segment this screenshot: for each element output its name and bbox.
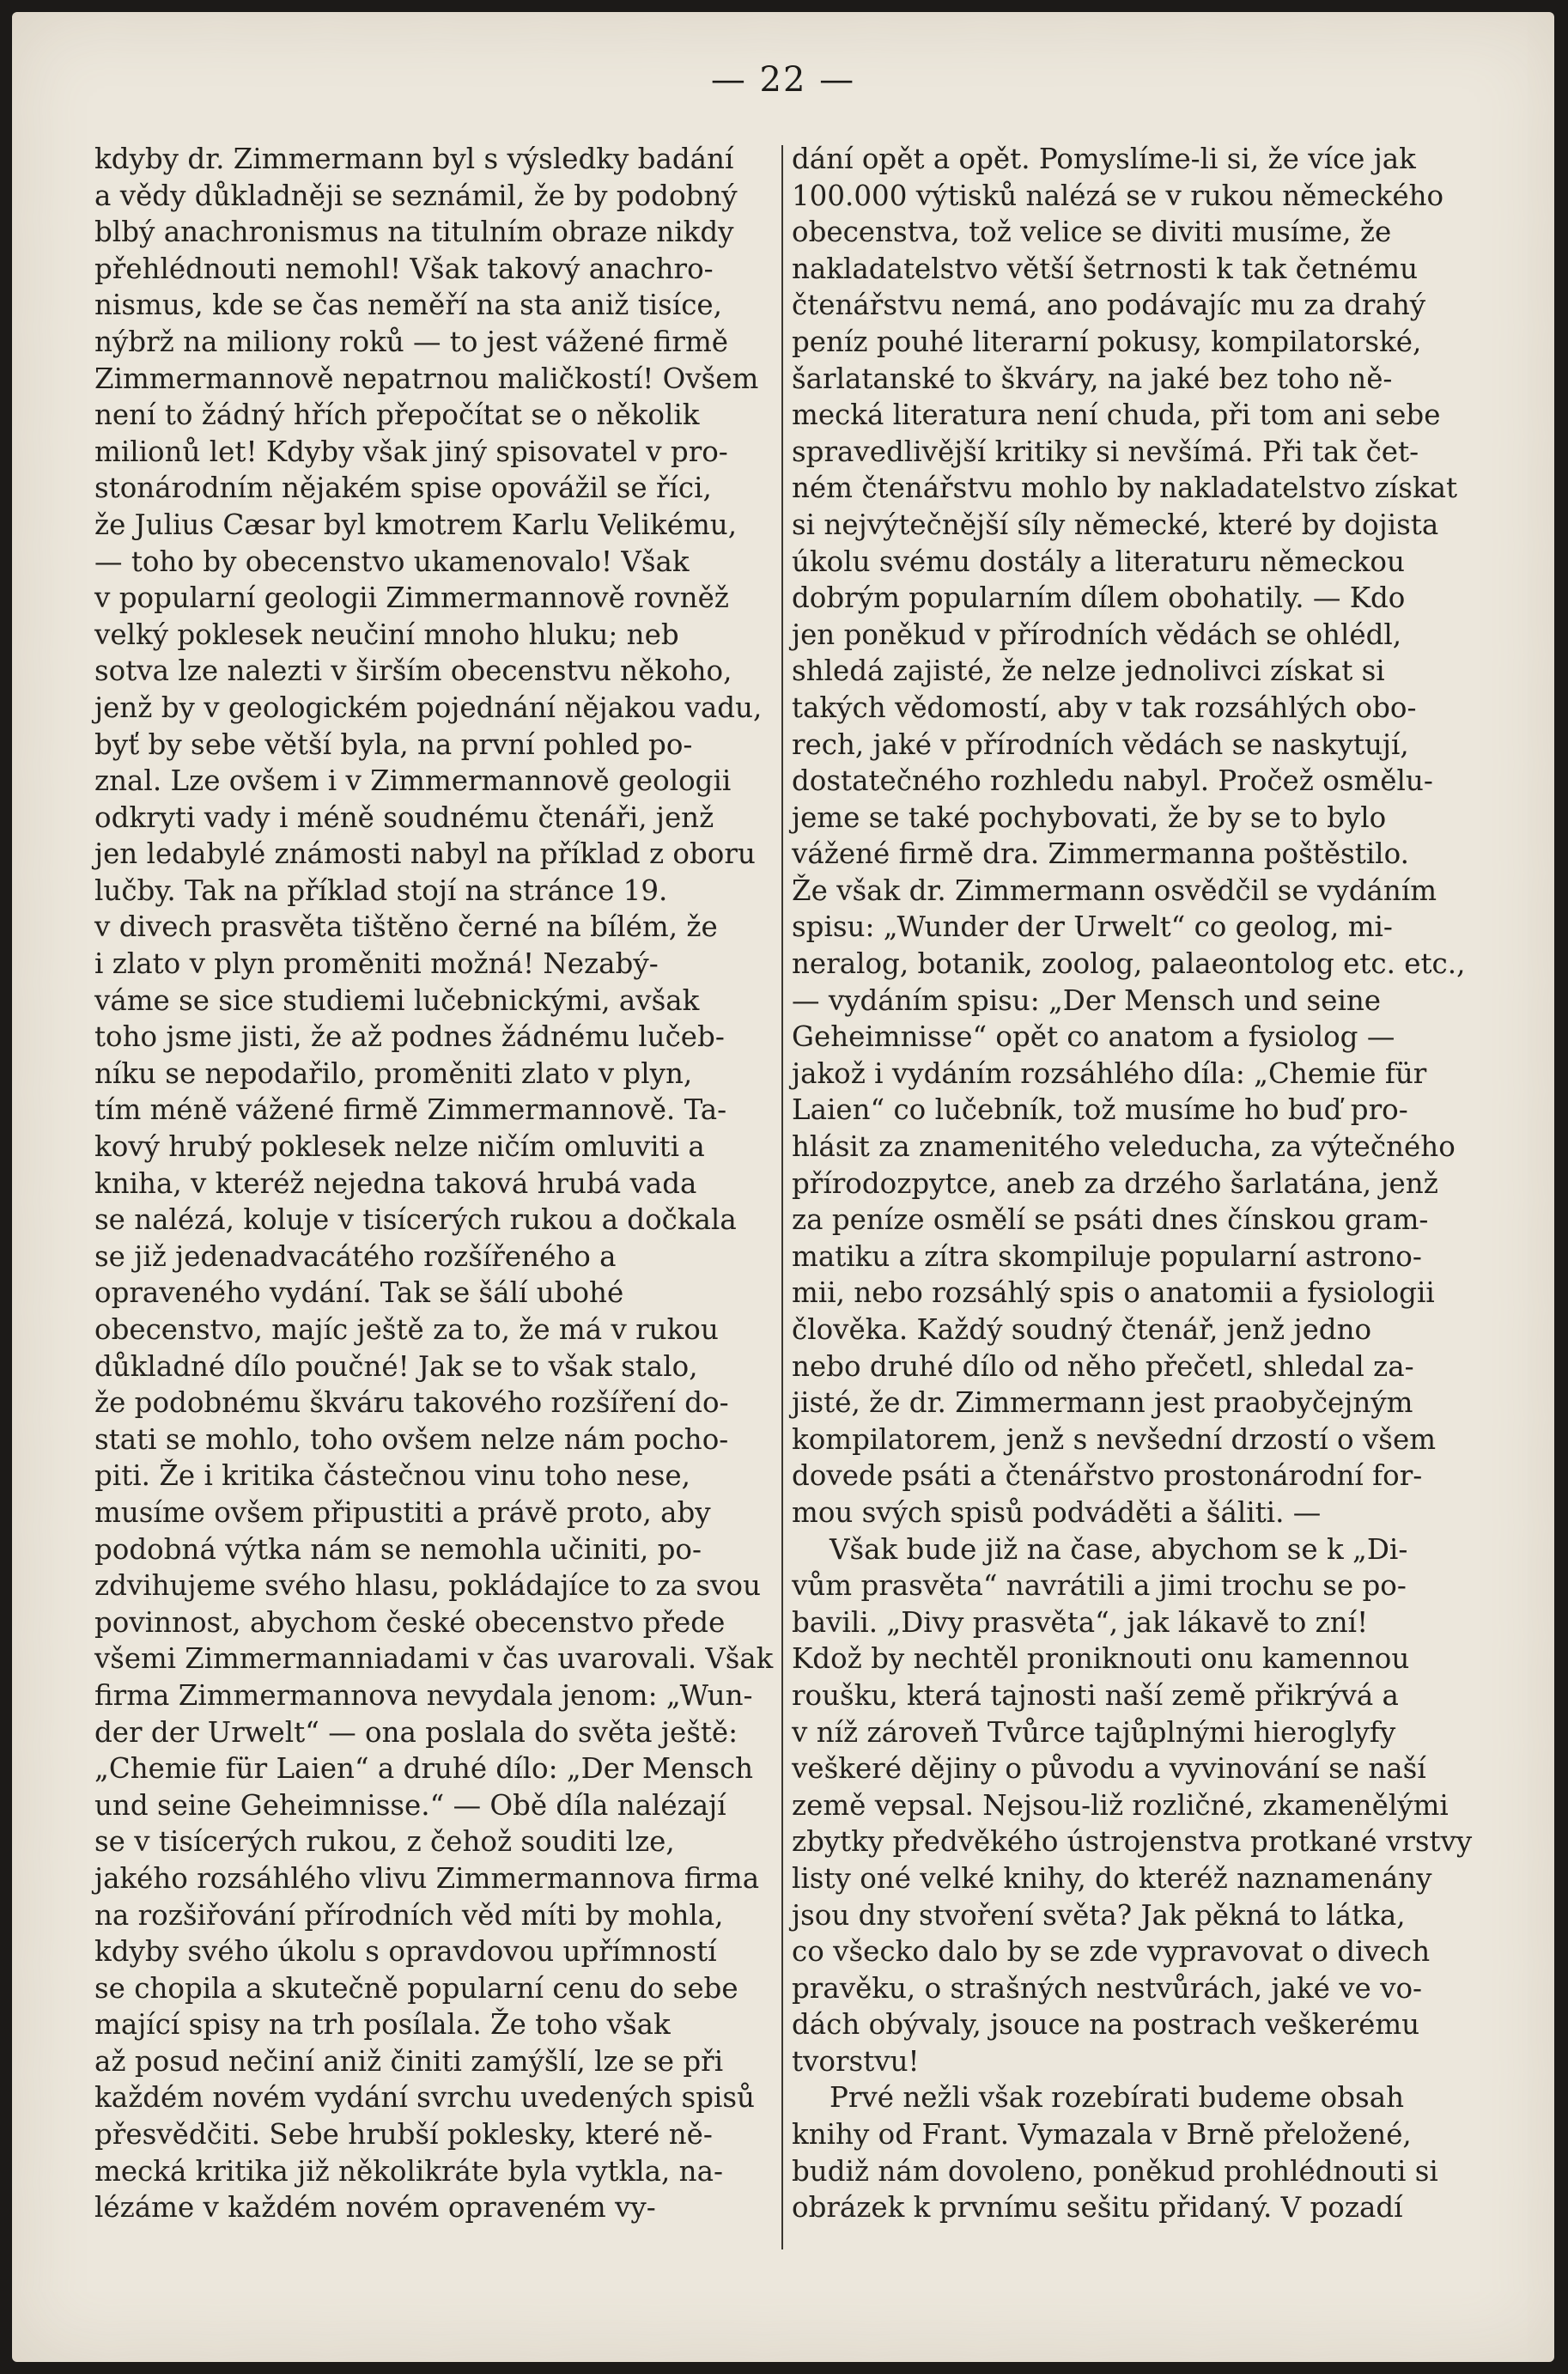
right-column-text-line: jen poněkud v přírodních vědách se ohlédl,	[792, 618, 1402, 651]
left-column-text-line: přesvědčiti. Sebe hrubší poklesky, které ně-	[94, 2118, 713, 2152]
right-column-text-line: matiku a zítra skompiluje popularní astrono-	[792, 1239, 1422, 1273]
left-column-text-line: každém novém vydání svrchu uvedených spisů	[94, 2081, 755, 2115]
left-column-text-line: přehlédnouti nemohl! Však takový anachro-	[94, 252, 714, 285]
left-column-text-line: kdyby svého úkolu s opravdovou upřímností	[94, 1935, 717, 1969]
left-column-text-line: se v tisícerých rukou, z čehož souditi lze,	[94, 1825, 675, 1859]
right-column-text-line: pravěku, o strašných nestvůrách, jaké ve vo-	[792, 1971, 1423, 2005]
right-column-text-line: listy oné velké knihy, do kteréž naznamenány	[792, 1861, 1432, 1895]
left-column-text-line: níku se nepodařilo, proměniti zlato v plyn,	[94, 1056, 693, 1090]
left-column-text-line: der der Urwelt“ — ona poslala do světa ještě:	[94, 1715, 738, 1749]
left-column-text-line: tím méně vážené firmě Zimmermannově. Ta-	[94, 1093, 727, 1127]
right-column-text-line: nebo druhé dílo od něho přečetl, shledal za-	[792, 1349, 1414, 1383]
left-column-text-line: povinnost, abychom české obecenstvo přede	[94, 1605, 726, 1639]
right-column-text-line: dání opět a opět. Pomyslíme-li si, že více jak	[792, 143, 1416, 175]
right-column-text-line: Geheimnisse“ opět co anatom a fysiolog —	[792, 1020, 1395, 1054]
left-column-text-line: velký poklesek neučiní mnoho hluku; neb	[94, 618, 679, 651]
left-column-text-line: na rozšiřování přírodních věd míti by mohla,	[94, 1898, 724, 1932]
right-column-text-line: veškeré dějiny o původu a vyvinování se naší	[792, 1752, 1426, 1786]
right-column-text-line: mecká literatura není chuda, při tom ani sebe	[792, 399, 1441, 432]
right-column-text-line: zbytky předvěkého ústrojenstva protkané vrstvy	[792, 1825, 1473, 1859]
left-column-text-line: sotva lze nalezti v širším obecenstvu někoho,	[94, 654, 732, 688]
right-column-text-line: jeme se také pochybovati, že by se to bylo	[792, 800, 1387, 834]
left-column-text-line: všemi Zimmermanniadami v čas uvarovali. Však	[94, 1642, 774, 1676]
right-column-text-line: dobrým popularním dílem obohatily. — Kdo	[792, 581, 1406, 615]
right-column-text-line: dostatečného rozhledu nabyl. Pročež osmělu-	[792, 764, 1433, 798]
left-column-text-line: stonárodním nějakém spise opovážil se říci,	[94, 472, 712, 505]
left-column-text-line: odkryti vady i méně soudnému čtenáři, jenž	[94, 800, 714, 834]
left-column-text-line: firma Zimmermannova nevydala jenom: „Wun-	[94, 1678, 753, 1712]
right-column-text-line: vážené firmě dra. Zimmermanna poštěstilo.	[792, 837, 1409, 871]
left-column-text-line: byť by sebe větší byla, na první pohled po-	[94, 727, 693, 761]
left-column-text-line: toho jsme jisti, že až podnes žádnému lučeb-	[94, 1020, 725, 1054]
right-column-text-line: šarlatanské to škváry, na jaké bez toho ně-	[792, 362, 1393, 395]
right-column-text-line: v níž zároveň Tvůrce tajůplnými hieroglyfy	[792, 1715, 1396, 1749]
right-column-text-line: mou svých spisů podváděti a šáliti. —	[792, 1495, 1322, 1529]
left-column-text-line: lučby. Tak na příklad stojí na stránce 19.	[94, 874, 668, 907]
right-text-column	[792, 141, 1472, 2226]
left-column-text-line: jenž by v geologickém pojednání nějakou vadu,	[94, 691, 763, 724]
left-column-text-line: mecká kritika již několikráte byla vytkla, na-	[94, 2154, 723, 2188]
left-column-text-line: „Chemie für Laien“ a druhé dílo: „Der Mensch	[94, 1752, 754, 1786]
right-column-text-line: co všecko dalo by se zde vypravovat o divech	[792, 1935, 1431, 1969]
left-column-text-line: se již jedenadvacátého rozšířeného a	[94, 1239, 617, 1273]
right-column-text-line: jisté, že dr. Zimmermann jest praobyčejným	[792, 1386, 1413, 1420]
left-column-text-line: v divech prasvěta tištěno černé na bílém, že	[94, 910, 718, 944]
left-column-text-line: důkladné dílo poučné! Jak se to však stalo,	[94, 1349, 698, 1383]
right-column-text-line: Prvé nežli však rozebírati budeme obsah	[830, 2081, 1405, 2115]
left-column-text-line: a vědy důkladněji se seznámil, že by podobný	[94, 179, 738, 212]
right-column-text-line: země vepsal. Nejsou-liž rozličné, zkamenělými	[792, 1788, 1449, 1822]
right-column-text-line: za peníze osmělí se psáti dnes čínskou gram-	[792, 1203, 1429, 1237]
right-column-text-line: ném čtenářstvu mohlo by nakladatelstvo získat	[792, 472, 1458, 505]
left-column-text-line: stati se mohlo, toho ovšem nelze nám pocho-	[94, 1422, 729, 1456]
right-column-text-line: bavili. „Divy prasvěta“, jak lákavě to zní!	[792, 1605, 1369, 1639]
right-column-text-line: jsou dny stvoření světa? Jak pěkná to látka,	[792, 1898, 1406, 1932]
left-column-text-line: musíme ovšem připustiti a právě proto, aby	[94, 1495, 711, 1529]
left-column-text-line: blbý anachronismus na titulním obraze nikdy	[94, 216, 734, 249]
right-column-text-line: kompilatorem, jenž s nevšední drzostí o všem	[792, 1422, 1437, 1456]
right-column-text-line: tvorstvu!	[792, 2044, 920, 2078]
left-column-text-line: i zlato v plyn proměniti možná! Nezabý-	[94, 947, 659, 981]
page-number: — 22 —	[710, 60, 856, 100]
left-column-text-line: jakého rozsáhlého vlivu Zimmermannova firma	[94, 1861, 760, 1895]
right-column-text-line: nakladatelstvo větší šetrnosti k tak četnému	[792, 252, 1419, 285]
left-column-text-line: kový hrubý poklesek nelze ničím omluviti a	[94, 1130, 705, 1164]
left-column-text-line: se chopila a skutečně popularní cenu do sebe	[94, 1971, 738, 2005]
left-column-text-line: und seine Geheimnisse.“ — Obě díla nalézají	[94, 1788, 726, 1822]
right-column-text-line: Laien“ co lučebník, tož musíme ho buď pro-	[792, 1093, 1408, 1127]
right-column-text-line: čtenářstvu nemá, ano podávajíc mu za drahý	[792, 289, 1426, 322]
left-column-text-line: že podobnému škváru takového rozšíření do-	[94, 1386, 729, 1420]
right-column-text-line: vům prasvěta“ navrátili a jimi trochu se po-	[792, 1569, 1407, 1603]
left-column-text-line: milionů let! Kdyby však jiný spisovatel v pro-	[94, 435, 728, 468]
right-column-text-line: úkolu svému dostály a literaturu německou	[792, 545, 1405, 578]
left-column-text-line: podobná výtka nám se nemohla učiniti, po-	[94, 1532, 702, 1566]
right-column-text-line: spravedlivější kritiky si nevšímá. Při tak čet-	[792, 435, 1419, 468]
column-divider	[781, 145, 783, 2249]
left-column-text-line: se nalézá, koluje v tisícerých rukou a dočkala	[94, 1203, 737, 1237]
left-column-text-line: znal. Lze ovšem i v Zimmermannově geologii	[94, 764, 732, 798]
left-column-text-line: nismus, kde se čas neměří na sta aniž tisíce,	[94, 289, 722, 322]
right-column-text-line: shledá zajisté, že nelze jednolivci získat si	[792, 654, 1385, 688]
left-column-text-line: lézáme v každém novém opraveném vy-	[94, 2191, 656, 2225]
right-column-text-line: peníz pouhé literarní pokusy, kompilatorské,	[792, 325, 1422, 358]
right-column-text-line: dovede psáti a čtenářstvo prostonárodní for-	[792, 1459, 1423, 1493]
left-column-text-line: až posud nečiní aniž činiti zamýšlí, lze se při	[94, 2044, 724, 2078]
left-column-text-line: mající spisy na trh posílala. Že toho však	[94, 2008, 671, 2042]
left-column-text-line: že Julius Cæsar byl kmotrem Karlu Velikému,	[94, 508, 738, 541]
right-column-text-line: dách obývaly, jsouce na postrach veškerému	[792, 2008, 1420, 2042]
left-column-text-line: kdyby dr. Zimmermann byl s výsledky badání	[94, 143, 734, 175]
right-column-text-line: takých vědomostí, aby v tak rozsáhlých obo-	[792, 691, 1417, 724]
right-column-text-line: si nejvýtečnější síly německé, které by dojista	[792, 508, 1439, 541]
right-column-text-line: neralog, botanik, zoolog, palaeontolog etc. etc.,	[792, 947, 1466, 981]
right-column-text-line: obrázek k prvnímu sešitu přidaný. V pozadí	[792, 2191, 1403, 2225]
left-column-text-line: zdvihujeme svého hlasu, pokládajíce to za svou	[94, 1569, 761, 1603]
left-column-text-line: váme se sice studiemi lučebnickými, avšak	[94, 983, 700, 1017]
left-column-text-line: v popularní geologii Zimmermannově rovněž	[94, 581, 729, 615]
right-column-text-line: — vydáním spisu: „Der Mensch und seine	[792, 983, 1382, 1017]
left-column-text-line: obecenstvo, majíc ještě za to, že má v rukou	[94, 1313, 719, 1346]
right-column-text-line: budiž nám dovoleno, poněkud prohlédnouti si	[792, 2154, 1438, 2188]
right-column-text-line: Že však dr. Zimmermann osvědčil se vydáním	[792, 874, 1437, 907]
right-column-text-line: roušku, která tajnosti naší země přikrývá a	[792, 1678, 1399, 1712]
right-column-text-line: rech, jaké v přírodních vědách se naskytují,	[792, 727, 1409, 761]
right-column-text-line: spisu: „Wunder der Urwelt“ co geolog, mi-	[792, 910, 1393, 944]
left-text-column	[94, 141, 773, 2226]
right-column-text-line: jakož i vydáním rozsáhlého díla: „Chemie für	[792, 1056, 1427, 1090]
left-column-text-line: — toho by obecenstvo ukamenovalo! Však	[94, 545, 690, 578]
left-column-text-line: jen ledabylé známosti nabyl na příklad z oboru	[94, 837, 756, 871]
left-column-text-line: kniha, v kteréž nejedna taková hrubá vada	[94, 1166, 697, 1200]
left-column-text-line: piti. Že i kritika částečnou vinu toho nese,	[94, 1459, 690, 1493]
left-column-text-line: opraveného vydání. Tak se šálí ubohé	[94, 1276, 624, 1310]
right-column-text-line: 100.000 výtisků nalézá se v rukou německého	[792, 179, 1444, 212]
right-column-text-line: obecenstva, tož velice se diviti musíme, že	[792, 216, 1392, 249]
left-column-text-line: nýbrž na miliony roků — to jest vážené firmě	[94, 325, 728, 358]
right-column-text-line: knihy od Frant. Vymazala v Brně přeložené,	[792, 2118, 1412, 2152]
right-column-text-line: Však bude již na čase, abychom se k „Di-	[830, 1532, 1408, 1566]
left-column-text-line: není to žádný hřích přepočítat se o několik	[94, 399, 700, 432]
right-column-text-line: člověka. Každý soudný čtenář, jenž jedno	[792, 1313, 1372, 1346]
right-column-text-line: přírodozpytce, aneb za drzého šarlatána, jenž	[792, 1166, 1438, 1200]
right-column-text-line: Kdož by nechtěl proniknouti onu kamennou	[792, 1642, 1410, 1676]
right-column-text-line: mii, nebo rozsáhlý spis o anatomii a fysiologii	[792, 1276, 1435, 1310]
left-column-text-line: Zimmermannově nepatrnou maličkostí! Ovšem	[94, 362, 759, 395]
document-page	[12, 12, 1554, 2362]
right-column-text-line: hlásit za znamenitého veleducha, za výtečného	[792, 1130, 1456, 1164]
